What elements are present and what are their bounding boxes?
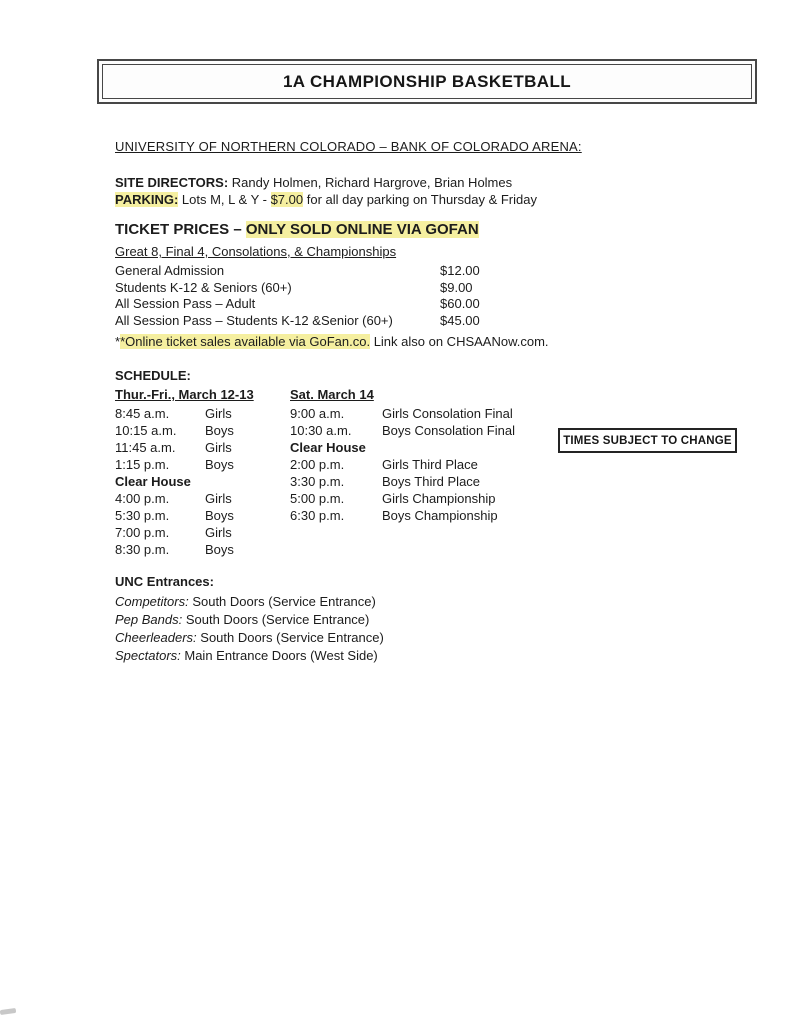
schedule-columns — [115, 386, 735, 558]
schedule-time: 8:30 p.m. — [115, 542, 170, 557]
ticket-price: $60.00 — [440, 296, 480, 311]
ticket-prices-heading-prefix: TICKET PRICES – — [115, 221, 246, 238]
entrance-row — [115, 611, 735, 629]
parking-label: PARKING: — [115, 192, 179, 207]
schedule-event: Boys — [205, 457, 234, 472]
title-box — [97, 59, 757, 104]
schedule-time: 8:45 a.m. — [115, 406, 170, 421]
schedule-time: 10:15 a.m. — [115, 423, 177, 438]
schedule-time: 5:30 p.m. — [115, 508, 170, 523]
schedule-row — [290, 405, 735, 422]
schedule-event: Boys — [205, 542, 234, 557]
schedule-time: Clear House — [115, 474, 191, 489]
ticket-label: Students K-12 & Seniors (60+) — [115, 279, 292, 295]
schedule-event: Girls — [205, 491, 232, 506]
schedule-event: Boys Championship — [382, 508, 498, 523]
schedule-time: 1:15 p.m. — [115, 457, 170, 472]
parking-price: $7.00 — [270, 192, 304, 207]
entrance-text: South Doors (Service Entrance) — [188, 594, 376, 609]
ticket-row — [115, 280, 735, 297]
schedule-col-thufri — [115, 386, 290, 558]
schedule-event: Girls — [205, 406, 232, 421]
schedule-time: 11:45 a.m. — [115, 440, 176, 455]
ticket-price: $9.00 — [440, 279, 473, 295]
schedule-time: 7:00 p.m. — [115, 525, 170, 540]
schedule-row — [290, 490, 735, 507]
schedule-time: 6:30 p.m. — [290, 508, 345, 523]
schedule-time: Clear House — [290, 440, 366, 455]
schedule-time: 10:30 a.m. — [290, 423, 352, 438]
entrance-label: Cheerleaders: — [115, 630, 197, 645]
entrance-row — [115, 593, 735, 611]
schedule-time: 5:00 p.m. — [290, 491, 345, 506]
entrances-section — [115, 573, 735, 665]
schedule-row — [115, 456, 290, 473]
ticket-row — [115, 263, 735, 280]
schedule-heading: SCHEDULE: — [115, 368, 191, 383]
site-directors-names: Randy Holmen, Richard Hargrove, Brian Holmes — [228, 175, 513, 190]
schedule-event: Girls — [205, 525, 232, 540]
entrance-text: South Doors (Service Entrance) — [196, 630, 384, 645]
schedule-row — [115, 490, 290, 507]
schedule-time: 9:00 a.m. — [290, 406, 345, 421]
schedule-event: Girls Consolation Final — [382, 406, 513, 421]
ticket-subheading: Great 8, Final 4, Consolations, & Championships — [115, 244, 397, 259]
parking-line — [115, 191, 735, 208]
online-note-prefix: * — [115, 334, 121, 349]
times-subject-text: TIMES SUBJECT TO CHANGE — [563, 434, 732, 447]
entrances-heading: UNC Entrances: — [115, 574, 214, 589]
entrance-text: South Doors (Service Entrance) — [182, 612, 370, 627]
schedule-row — [115, 405, 290, 422]
schedule-event: Boys Consolation Final — [382, 423, 515, 438]
ticket-label: General Admission — [115, 263, 225, 278]
schedule-event: Boys — [205, 423, 234, 438]
schedule-event: Girls — [205, 440, 232, 455]
entrance-text: Main Entrance Doors (West Side) — [180, 648, 378, 663]
ticket-price: $12.00 — [440, 263, 480, 278]
entrance-label: Spectators: — [115, 648, 181, 663]
document-content — [115, 138, 735, 665]
schedule-event: Boys Third Place — [382, 474, 481, 489]
schedule-row — [115, 439, 290, 456]
schedule-col-sat — [290, 386, 735, 558]
venue-heading: UNIVERSITY OF NORTHERN COLORADO – BANK OF COLORADO ARENA: — [115, 139, 582, 154]
schedule-event: Boys — [205, 508, 234, 523]
schedule-row — [290, 507, 735, 524]
schedule-event: Girls Championship — [382, 491, 496, 506]
parking-text-before: Lots M, L & Y - — [178, 192, 271, 207]
site-directors-line — [115, 174, 735, 191]
entrance-label: Pep Bands: — [115, 612, 183, 627]
ticket-row — [115, 313, 735, 330]
schedule-event: Girls Third Place — [382, 457, 478, 472]
online-note-rest: Link also on CHSAANow.com. — [370, 334, 549, 349]
schedule-row — [115, 524, 290, 541]
site-directors-label: SITE DIRECTORS: — [115, 175, 229, 190]
entrance-row — [115, 629, 735, 647]
schedule-time: 4:00 p.m. — [115, 491, 170, 506]
parking-text-after: for all day parking on Thursday & Friday — [303, 192, 537, 207]
entrance-row — [115, 647, 735, 665]
schedule-col-heading: Thur.-Fri., March 12-13 — [115, 387, 254, 402]
times-subject-box — [558, 428, 737, 453]
ticket-price: $45.00 — [440, 312, 480, 328]
schedule-row — [115, 507, 290, 524]
online-note-highlight: *Online ticket sales available via GoFan.co. — [120, 334, 371, 349]
schedule-col-heading: Sat. March 14 — [290, 387, 374, 402]
schedule-row-clear-house — [115, 473, 290, 490]
gofan-highlight: ONLY SOLD ONLINE VIA GOFAN — [245, 221, 479, 238]
ticket-label: All Session Pass – Students K-12 &Senior (60+) — [115, 312, 393, 328]
schedule-time: 3:30 p.m. — [290, 474, 345, 489]
ticket-row — [115, 296, 735, 313]
scan-artifact — [0, 1008, 16, 1015]
schedule-row — [115, 541, 290, 558]
schedule-row — [290, 473, 735, 490]
online-note — [115, 333, 735, 350]
page-title: 1A CHAMPIONSHIP BASKETBALL — [102, 64, 752, 99]
schedule-row — [115, 422, 290, 439]
entrance-label: Competitors: — [115, 594, 189, 609]
ticket-prices-heading — [115, 221, 735, 238]
schedule-row — [290, 456, 735, 473]
ticket-label: All Session Pass – Adult — [115, 296, 256, 311]
schedule-time: 2:00 p.m. — [290, 457, 345, 472]
